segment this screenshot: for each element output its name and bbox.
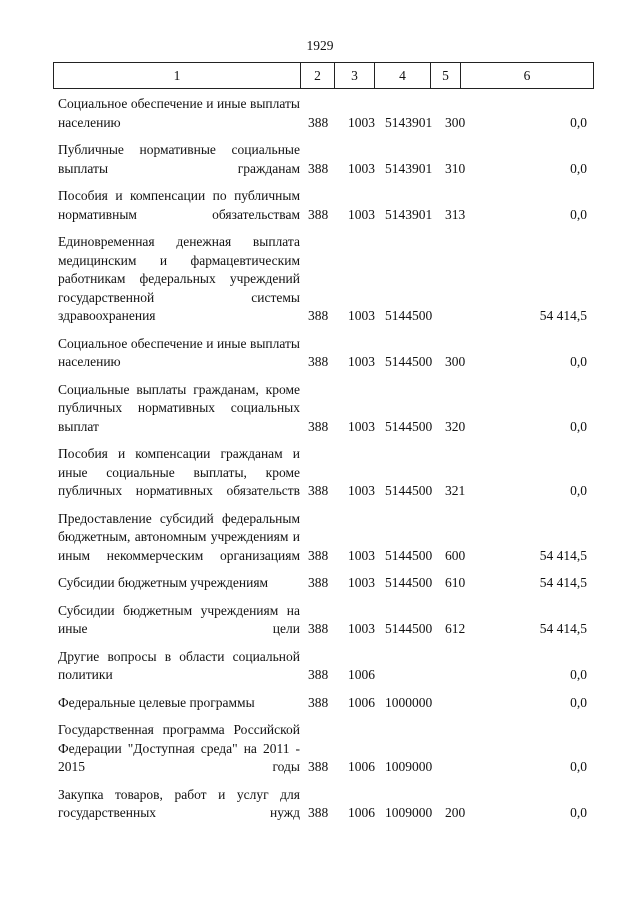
- row-target-code: 5144500: [385, 575, 433, 590]
- row-name: Государственная программа Российской Федерации "Доступная среда" на 2011 - 2015 годы: [58, 722, 300, 774]
- row-cells: [0, 758, 640, 777]
- table-body: [0, 95, 640, 832]
- header-col-5: 5: [431, 63, 461, 89]
- row-section-code: 1006: [348, 694, 375, 710]
- row-name: Закупка товаров, работ и услуг для государственных нужд: [58, 786, 300, 820]
- row-section-code: 1006: [348, 667, 375, 682]
- row-target-code: 5144500: [385, 621, 433, 636]
- row-amount: 0,0: [570, 759, 587, 774]
- table-row: [0, 187, 640, 224]
- row-target-code: 5144500: [385, 418, 433, 434]
- row-amount: 54 414,5: [539, 575, 587, 590]
- table-row: [0, 445, 640, 501]
- row-expense-code: 612: [445, 621, 466, 636]
- row-amount: 0,0: [570, 418, 587, 434]
- row-admin-code: 388: [308, 354, 329, 369]
- row-section-code: 1003: [348, 621, 375, 636]
- row-name: Федеральные целевые программы: [58, 694, 255, 710]
- row-admin-code: 388: [308, 694, 329, 710]
- row-cells: [0, 206, 640, 225]
- row-expense-code: 200: [445, 805, 466, 820]
- row-cells: [0, 114, 640, 133]
- table-row: [0, 510, 640, 566]
- row-admin-code: 388: [308, 547, 329, 563]
- row-admin-code: 388: [308, 483, 329, 498]
- row-target-code: 5144500: [385, 308, 433, 323]
- row-admin-code: 388: [308, 805, 329, 820]
- row-section-code: 1003: [348, 160, 375, 176]
- table-header: [53, 62, 594, 89]
- row-amount: 0,0: [570, 354, 587, 369]
- row-amount: 0,0: [570, 694, 587, 710]
- row-target-code: 5144500: [385, 483, 433, 498]
- header-col-3: 3: [335, 63, 375, 89]
- row-target-code: 1009000: [385, 759, 433, 774]
- row-cells: [0, 482, 640, 501]
- row-admin-code: 388: [308, 759, 329, 774]
- table-row: [0, 786, 640, 823]
- row-target-code: 5144500: [385, 547, 433, 563]
- row-section-code: 1006: [348, 759, 375, 774]
- row-amount: 0,0: [570, 114, 587, 130]
- row-section-code: 1003: [348, 354, 375, 369]
- row-admin-code: 388: [308, 418, 329, 434]
- row-section-code: 1003: [348, 547, 375, 563]
- row-section-code: 1003: [348, 206, 375, 222]
- table-row: [0, 141, 640, 178]
- row-expense-code: 321: [445, 483, 466, 498]
- row-admin-code: 388: [308, 114, 329, 130]
- table-row: [0, 602, 640, 639]
- row-admin-code: 388: [308, 308, 329, 323]
- row-expense-code: 600: [445, 547, 466, 563]
- row-admin-code: 388: [308, 575, 329, 590]
- row-section-code: 1003: [348, 575, 375, 590]
- table-row: [0, 381, 640, 437]
- row-cells: [0, 666, 640, 685]
- row-cells: [0, 353, 640, 372]
- row-target-code: 5143901: [385, 114, 433, 130]
- row-expense-code: 300: [445, 354, 466, 369]
- row-section-code: 1003: [348, 308, 375, 323]
- row-admin-code: 388: [308, 160, 329, 176]
- header-col-4: 4: [375, 63, 431, 89]
- page-number: 1929: [306, 38, 334, 53]
- row-admin-code: 388: [308, 206, 329, 222]
- row-name: Публичные нормативные социальные выплаты гражданам: [58, 142, 300, 176]
- table-row: [0, 648, 640, 685]
- header-col-1: 1: [54, 63, 301, 89]
- row-expense-code: 313: [445, 206, 466, 222]
- row-target-code: 5143901: [385, 160, 433, 176]
- table-row: [0, 335, 640, 372]
- row-section-code: 1006: [348, 805, 375, 820]
- row-admin-code: 388: [308, 667, 329, 682]
- row-amount: 0,0: [570, 483, 587, 498]
- row-cells: [0, 620, 640, 639]
- table-row: [0, 233, 640, 326]
- table-row: [0, 694, 640, 713]
- row-cells: [0, 574, 640, 593]
- row-name: Предоставление субсидий федеральным бюджетным, автономным учреждениям и иным некоммерческим организациям: [58, 510, 300, 563]
- row-name: Субсидии бюджетным учреждениям: [58, 575, 269, 590]
- header-col-2: 2: [301, 63, 335, 89]
- row-name: Социальные выплаты гражданам, кроме публичных нормативных социальных выплат: [58, 381, 300, 434]
- row-cells: [0, 547, 640, 566]
- row-section-code: 1003: [348, 114, 375, 130]
- row-name: Единовременная денежная выплата медицинским и фармацевтическим работникам федеральных учреждений государственной системы здравоохранения: [58, 234, 300, 323]
- row-admin-code: 388: [308, 621, 329, 636]
- row-cells: [0, 418, 640, 437]
- row-target-code: 5144500: [385, 354, 433, 369]
- row-target-code: 1000000: [385, 694, 433, 710]
- row-cells: [0, 307, 640, 326]
- row-expense-code: 610: [445, 575, 466, 590]
- table-row: [0, 721, 640, 777]
- row-expense-code: 300: [445, 114, 466, 130]
- row-name: Другие вопросы в области социальной политики: [58, 648, 300, 682]
- header-row: [54, 63, 594, 89]
- table-row: [0, 574, 640, 593]
- row-section-code: 1003: [348, 418, 375, 434]
- row-cells: [0, 160, 640, 179]
- row-expense-code: 320: [445, 418, 466, 434]
- row-name: Субсидии бюджетным учреждениям на иные цели: [58, 602, 300, 636]
- row-name: Пособия и компенсации гражданам и иные социальные выплаты, кроме публичных нормативных обязательств: [58, 446, 300, 498]
- header-col-6: 6: [461, 63, 594, 89]
- row-target-code: 1009000: [385, 805, 433, 820]
- row-name: Социальное обеспечение и иные выплаты населению: [58, 335, 300, 369]
- row-amount: 0,0: [570, 206, 587, 222]
- row-amount: 54 414,5: [539, 308, 587, 323]
- row-amount: 0,0: [570, 160, 587, 176]
- row-section-code: 1003: [348, 483, 375, 498]
- row-cells: [0, 694, 640, 713]
- row-amount: 0,0: [570, 667, 587, 682]
- row-amount: 54 414,5: [539, 621, 587, 636]
- row-amount: 54 414,5: [539, 547, 587, 563]
- row-target-code: 5143901: [385, 206, 433, 222]
- row-name: Социальное обеспечение и иные выплаты населению: [58, 96, 300, 130]
- row-expense-code: 310: [445, 160, 466, 176]
- table-row: [0, 95, 640, 132]
- row-name: Пособия и компенсации по публичным нормативным обязательствам: [58, 188, 300, 222]
- row-cells: [0, 804, 640, 823]
- row-amount: 0,0: [570, 805, 587, 820]
